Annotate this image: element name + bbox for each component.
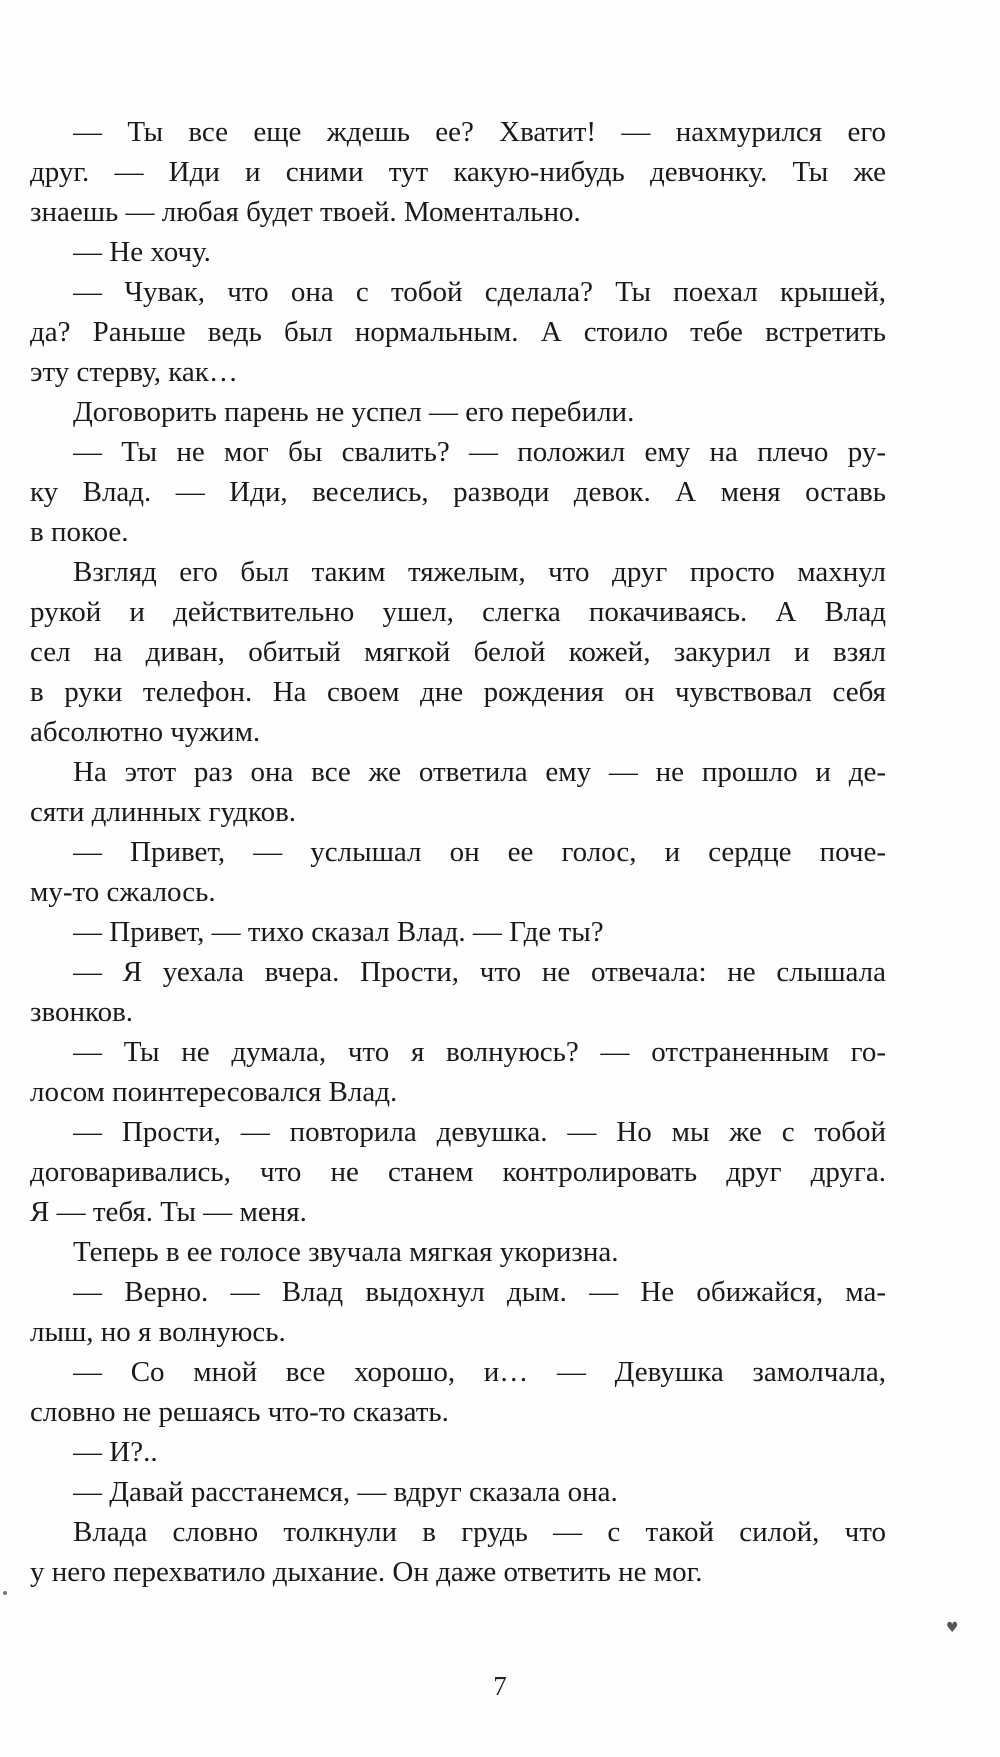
text-line: договаривались, что не станем контролировать друг друга. xyxy=(30,1156,886,1188)
text-line: — Привет, — услышал он ее голос, и сердце поче- xyxy=(73,836,886,868)
margin-dot xyxy=(3,1591,7,1595)
text-line: Взгляд его был таким тяжелым, что друг просто махнул xyxy=(73,556,886,588)
text-line: сел на диван, обитый мягкой белой кожей, закурил и взял xyxy=(30,636,886,668)
text-line: му-то сжалось. xyxy=(30,876,216,908)
text-line: в покое. xyxy=(30,516,129,548)
text-line: — Ты все еще ждешь ее? Хватит! — нахмурился его xyxy=(73,116,886,148)
text-line: — Прости, — повторила девушка. — Но мы же с тобой xyxy=(73,1116,886,1148)
text-line: лыш, но я волнуюсь. xyxy=(30,1316,286,1348)
text-line: Договорить парень не успел — его перебили. xyxy=(73,396,635,428)
text-line: абсолютно чужим. xyxy=(30,716,261,748)
text-line: — Привет, — тихо сказал Влад. — Где ты? xyxy=(73,916,604,948)
text-line: Влада словно толкнули в грудь — с такой силой, что xyxy=(73,1516,886,1548)
text-line: эту стерву, как… xyxy=(30,356,238,388)
text-line: — Со мной все хорошо, и… — Девушка замолчала, xyxy=(73,1356,886,1388)
text-line: — Давай расстанемся, — вдруг сказала она. xyxy=(73,1476,618,1508)
text-line: — Чувак, что она с тобой сделала? Ты поехал крышей, xyxy=(73,276,886,308)
text-line: — Я уехала вчера. Прости, что не отвечала: не слышала xyxy=(73,956,886,988)
text-line: словно не решаясь что-то сказать. xyxy=(30,1396,449,1428)
text-line: рукой и действительно ушел, слегка покачиваясь. А Влад xyxy=(30,596,886,628)
text-line: у него перехватило дыхание. Он даже ответить не мог. xyxy=(30,1556,703,1588)
text-line: знаешь — любая будет твоей. Моментально. xyxy=(30,196,581,228)
text-line: На этот раз она все же ответила ему — не прошло и де- xyxy=(73,756,886,788)
text-line: — Ты не думала, что я волнуюсь? — отстраненным го- xyxy=(73,1036,886,1068)
text-line: — Верно. — Влад выдохнул дым. — Не обижайся, ма- xyxy=(73,1276,886,1308)
text-line: звонков. xyxy=(30,996,134,1028)
text-line: друг. — Иди и сними тут какую-нибудь девчонку. Ты же xyxy=(30,156,886,188)
text-line: — Ты не мог бы свалить? — положил ему на плечо ру- xyxy=(73,436,886,468)
text-line: в руки телефон. На своем дне рождения он чувствовал себя xyxy=(30,676,886,708)
text-line: да? Раньше ведь был нормальным. А стоило тебе встретить xyxy=(30,316,886,348)
text-line: ку Влад. — Иди, веселись, разводи девок. А меня оставь xyxy=(30,476,886,508)
text-line: — И?.. xyxy=(73,1436,158,1468)
heart-icon: ♥ xyxy=(946,1620,959,1636)
text-line: Я — тебя. Ты — меня. xyxy=(30,1196,307,1228)
page-number: 7 xyxy=(493,1671,507,1701)
text-line: сяти длинных гудков. xyxy=(30,796,297,828)
text-line: лосом поинтересовался Влад. xyxy=(30,1076,398,1108)
text-line: Теперь в ее голосе звучала мягкая укоризна. xyxy=(73,1236,619,1268)
text-line: — Не хочу. xyxy=(73,236,211,268)
